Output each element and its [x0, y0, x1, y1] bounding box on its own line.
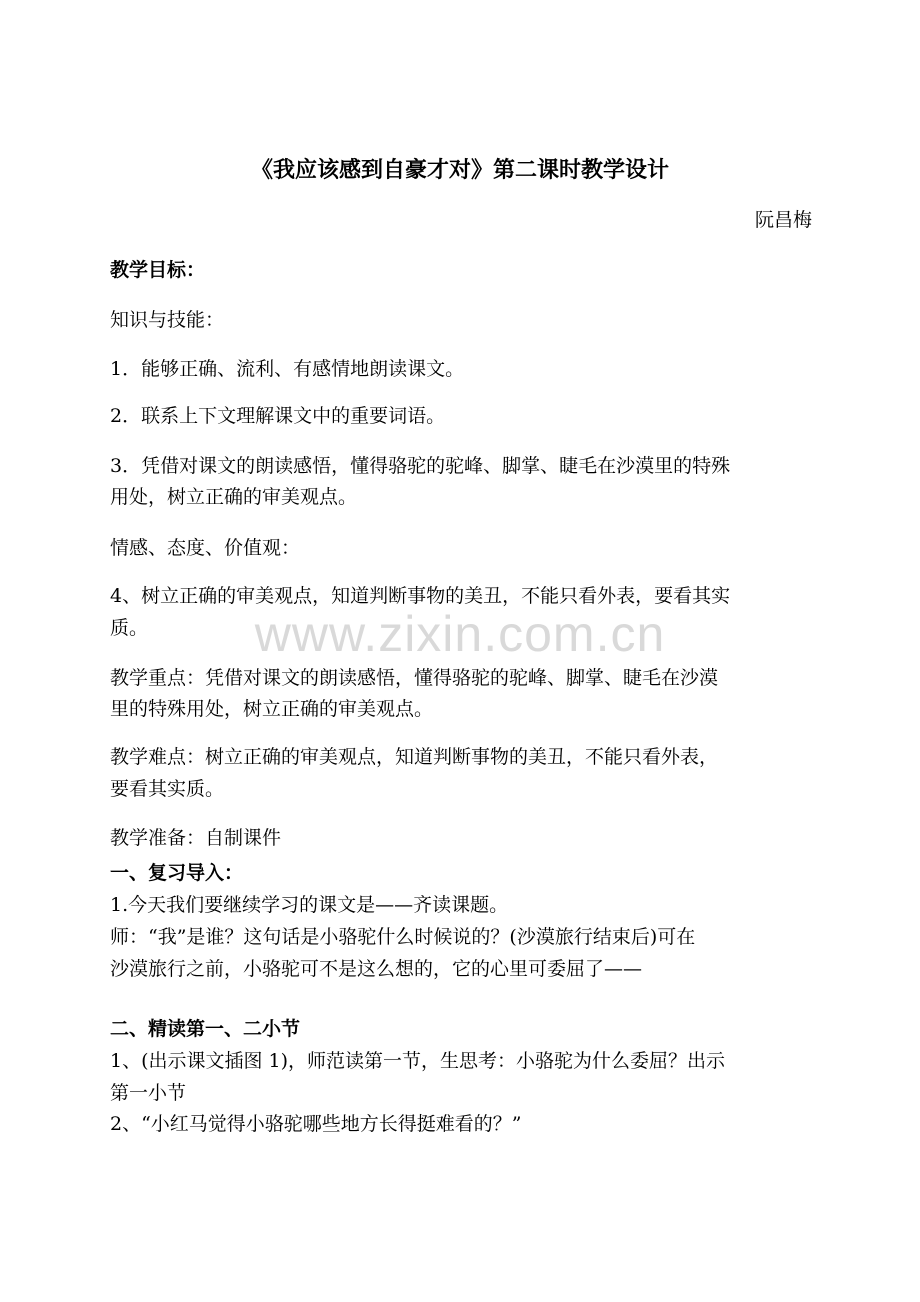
- objective-4-line-2: 质。: [110, 617, 149, 639]
- teaching-focus-line-1: 教学重点：凭借对课文的朗读感悟，懂得骆驼的驼峰、脚掌、睫毛在沙漠: [110, 667, 719, 689]
- watermark: www.zixin.com.cn: [254, 606, 666, 662]
- objectives-heading: 教学目标：: [110, 259, 206, 281]
- document-title: 《我应该感到自豪才对》第二课时教学设计: [250, 157, 669, 183]
- section-2-paragraph-1-line-2: 第一小节: [110, 1082, 187, 1104]
- objective-2: 2．联系上下文理解课文中的重要词语。: [110, 405, 446, 427]
- section-1-paragraph-2-line-2: 沙漠旅行之前，小骆驼可不是这么想的，它的心里可委屈了——: [110, 958, 643, 980]
- objective-4-line-1: 4、树立正确的审美观点，知道判断事物的美丑，不能只看外表，要看其实: [110, 585, 731, 607]
- teaching-focus-line-2: 里的特殊用处，树立正确的审美观点。: [110, 698, 434, 720]
- section-2-heading: 二、精读第一、二小节: [110, 1018, 301, 1040]
- teaching-difficulty-line-2: 要看其实质。: [110, 778, 225, 800]
- objective-3-line-1: 3．凭借对课文的朗读感悟，懂得骆驼的驼峰、脚掌、睫毛在沙漠里的特殊: [110, 455, 731, 477]
- section-1-paragraph-2-line-1: 师：“我”是谁？这句话是小骆驼什么时候说的？(沙漠旅行结束后)可在: [110, 926, 696, 948]
- section-1-heading: 一、复习导入：: [110, 862, 244, 884]
- section-2-paragraph-1-line-1: 1、(出示课文插图 1)，师范读第一节，生思考：小骆驼为什么委屈？出示: [110, 1050, 726, 1072]
- section-2-paragraph-2: 2、“小红马觉得小骆驼哪些地方长得挺难看的？”: [110, 1113, 522, 1135]
- objective-3-line-2: 用处，树立正确的审美观点。: [110, 486, 358, 508]
- emotion-heading: 情感、态度、价值观：: [110, 537, 301, 559]
- teaching-difficulty-line-1: 教学难点：树立正确的审美观点，知道判断事物的美丑，不能只看外表，: [110, 746, 719, 768]
- section-1-paragraph-1: 1.今天我们要继续学习的课文是——齐读课题。: [110, 894, 509, 916]
- author-name: 阮昌梅: [754, 209, 812, 231]
- objective-1: 1．能够正确、流利、有感情地朗读课文。: [110, 358, 465, 380]
- teaching-preparation: 教学准备：自制课件: [110, 827, 282, 849]
- knowledge-heading: 知识与技能：: [110, 309, 225, 331]
